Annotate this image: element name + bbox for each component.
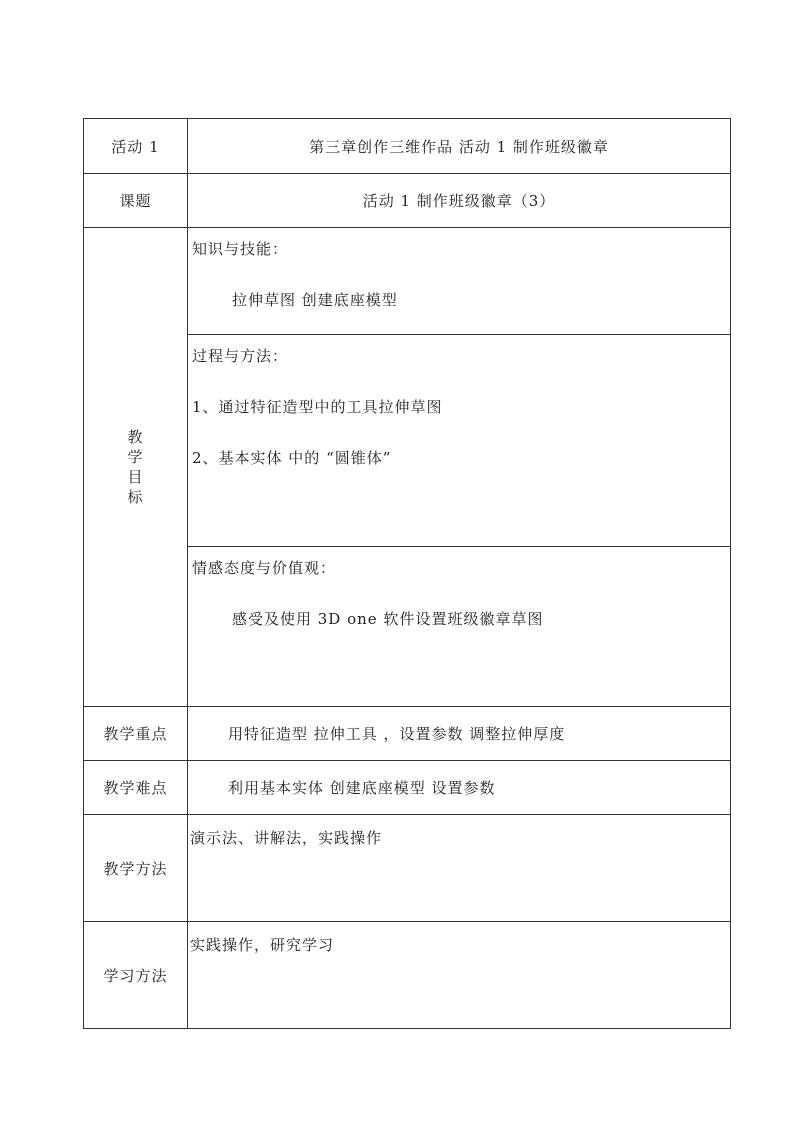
attitude-text: 感受及使用 3D one 软件设置班级徽章草图 xyxy=(232,610,544,628)
difficulties-value: 利用基本实体 创建底座模型 设置参数 xyxy=(188,761,731,815)
knowledge-text: 拉伸草图 创建底座模型 xyxy=(232,291,398,309)
difficulties-row xyxy=(84,761,731,815)
objectives-label xyxy=(84,228,188,707)
teaching-methods-value: 演示法、讲解法，实践操作 xyxy=(188,815,731,922)
objectives-label-char: 学 xyxy=(127,448,144,466)
process-heading: 过程与方法： xyxy=(192,347,289,365)
process-item-1: 1、通过特征造型中的工具拉伸草图 xyxy=(192,398,443,416)
objectives-label-char: 目 xyxy=(127,468,144,486)
knowledge-heading: 知识与技能： xyxy=(192,240,289,258)
objectives-label-char: 标 xyxy=(127,488,144,506)
difficulties-label: 教学难点 xyxy=(84,761,188,815)
learning-methods-value: 实践操作，研究学习 xyxy=(188,922,731,1029)
objectives-label-char: 教 xyxy=(127,428,144,446)
teaching-methods-row xyxy=(84,815,731,922)
attitude-values-cell xyxy=(188,547,731,707)
topic-value: 活动 1 制作班级徽章（3） xyxy=(188,174,731,228)
activity-row xyxy=(84,119,731,174)
process-item-2: 2、基本实体 中的 “圆锥体” xyxy=(192,449,392,467)
topic-row xyxy=(84,174,731,228)
key-points-label: 教学重点 xyxy=(84,707,188,761)
knowledge-skills-cell xyxy=(188,228,731,335)
activity-label: 活动 1 xyxy=(84,119,188,174)
topic-label: 课题 xyxy=(84,174,188,228)
objectives-knowledge-row xyxy=(84,228,731,335)
teaching-methods-label: 教学方法 xyxy=(84,815,188,922)
learning-methods-row xyxy=(84,922,731,1029)
lesson-plan-table xyxy=(83,118,731,1029)
process-methods-cell xyxy=(188,335,731,547)
activity-value: 第三章创作三维作品 活动 1 制作班级徽章 xyxy=(188,119,731,174)
key-points-value: 用特征造型 拉伸工具 ，设置参数 调整拉伸厚度 xyxy=(188,707,731,761)
learning-methods-label: 学习方法 xyxy=(84,922,188,1029)
attitude-heading: 情感态度与价值观： xyxy=(192,559,337,577)
key-points-row xyxy=(84,707,731,761)
